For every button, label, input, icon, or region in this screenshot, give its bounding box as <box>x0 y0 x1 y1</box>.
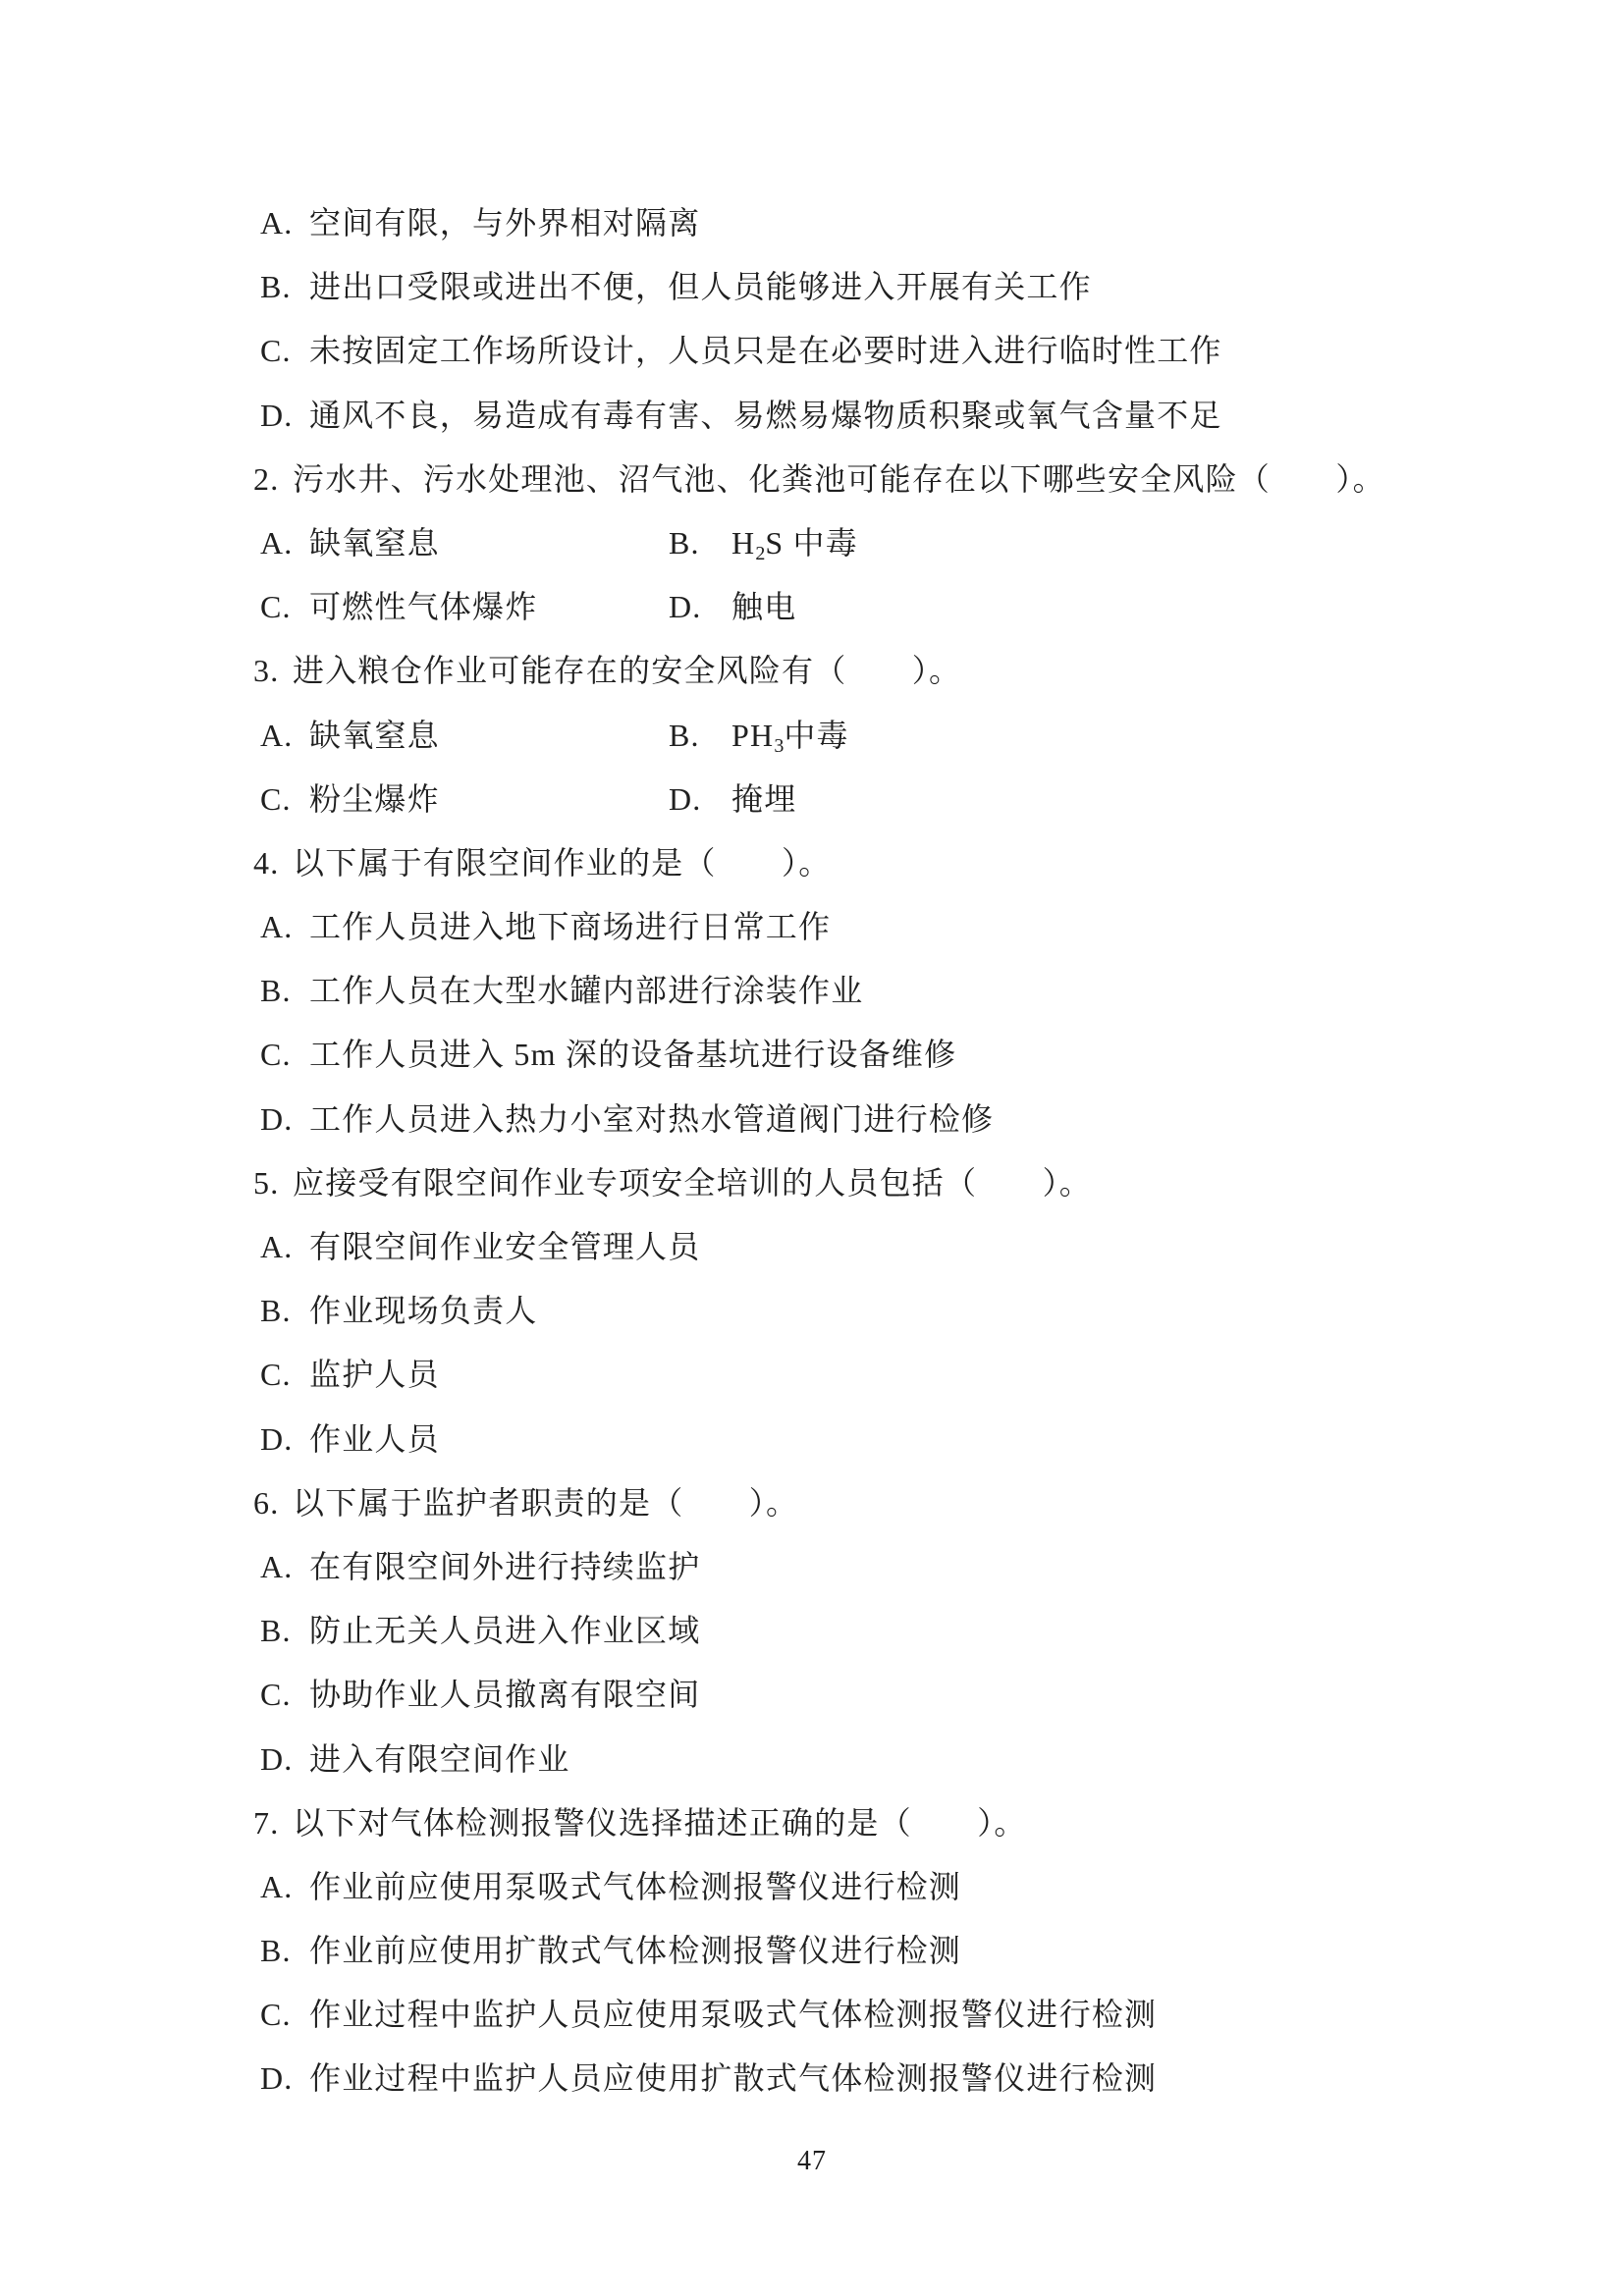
option-label: C. <box>260 1037 292 1073</box>
option-label: D. <box>260 2060 294 2097</box>
question-number: 4. <box>253 844 280 881</box>
option-text-suffix: 中毒 <box>784 717 849 753</box>
option-pair-line <box>0 511 1624 575</box>
option-text: 可燃性气体爆炸 <box>309 589 538 625</box>
option-a <box>260 704 669 768</box>
option-label: D. <box>260 397 294 433</box>
option-d <box>669 589 796 624</box>
option-label: A. <box>260 1229 294 1264</box>
option-line <box>0 1919 1624 1983</box>
question-number: 2. <box>253 460 280 497</box>
question-line <box>0 831 1624 895</box>
page-number: 47 <box>797 2146 827 2176</box>
option-text: 缺氧窒息 <box>309 717 440 753</box>
option-label: C. <box>260 333 292 369</box>
option-text: 作业过程中监护人员应使用扩散式气体检测报警仪进行检测 <box>309 2060 1158 2097</box>
formula-subscript: 2 <box>755 542 766 564</box>
question-number: 6. <box>253 1484 280 1521</box>
option-line <box>0 1279 1624 1343</box>
option-text: 有限空间作业安全管理人员 <box>309 1229 701 1264</box>
option-line <box>0 384 1624 448</box>
option-b <box>669 524 858 564</box>
option-text: 通风不良，易造成有毒有害、易燃易爆物质积聚或氧气含量不足 <box>309 397 1222 433</box>
question-text: 以下属于有限空间作业的是（ ）。 <box>293 844 832 881</box>
option-text: 工作人员进入地下商场进行日常工作 <box>309 909 832 945</box>
option-text: 工作人员进入热力小室对热水管道阀门进行检修 <box>309 1100 995 1137</box>
option-label: A. <box>260 717 294 753</box>
option-label: D. <box>260 1420 294 1457</box>
question-line <box>0 1791 1624 1855</box>
option-label: D. <box>669 589 702 625</box>
option-text: 未按固定工作场所设计，人员只是在必要时进入进行临时性工作 <box>309 333 1222 369</box>
questions-content <box>0 191 1624 2111</box>
question-line <box>0 1151 1624 1215</box>
option-line <box>0 1023 1624 1087</box>
option-d <box>669 781 796 817</box>
option-text: 粉尘爆炸 <box>309 780 440 817</box>
option-label: D. <box>669 780 702 817</box>
option-label: B. <box>260 1933 292 1969</box>
option-line <box>0 255 1624 319</box>
option-text: 作业现场负责人 <box>309 1293 538 1329</box>
option-line <box>0 1535 1624 1599</box>
option-label: D. <box>260 1740 294 1777</box>
question-text: 进入粮仓作业可能存在的安全风险有（ ）。 <box>293 653 962 689</box>
option-text: 掩埋 <box>731 780 797 817</box>
formula-subscript: 3 <box>774 734 785 757</box>
page-footer <box>0 2146 1624 2177</box>
option-label: B. <box>260 1613 292 1649</box>
option-line <box>0 319 1624 383</box>
option-label: B. <box>669 524 700 561</box>
option-label: C. <box>260 1997 292 2033</box>
option-text <box>731 717 849 757</box>
option-text: 协助作业人员撤离有限空间 <box>309 1677 701 1713</box>
option-label: A. <box>260 1868 294 1904</box>
option-line <box>0 1663 1624 1727</box>
question-text: 以下对气体检测报警仪选择描述正确的是（ ）。 <box>293 1804 1027 1841</box>
option-line <box>0 2047 1624 2110</box>
option-label: D. <box>260 1100 294 1137</box>
option-a <box>260 511 669 575</box>
option-label: C. <box>260 780 292 817</box>
question-line <box>0 448 1624 511</box>
option-line <box>0 1343 1624 1407</box>
option-text: 防止无关人员进入作业区域 <box>309 1613 701 1649</box>
option-label: B. <box>669 717 700 753</box>
option-pair-line <box>0 704 1624 768</box>
option-label: A. <box>260 1548 294 1584</box>
option-label: B. <box>260 973 292 1009</box>
option-pair-line <box>0 768 1624 831</box>
option-label: A. <box>260 909 294 945</box>
option-line <box>0 1599 1624 1663</box>
option-line <box>0 191 1624 255</box>
option-line <box>0 1215 1624 1279</box>
option-pair-line <box>0 575 1624 639</box>
option-label: A. <box>260 205 294 240</box>
chemical-formula: S <box>765 524 785 561</box>
question-line <box>0 639 1624 703</box>
option-text: 作业人员 <box>309 1420 440 1457</box>
option-line <box>0 895 1624 959</box>
option-text: 作业前应使用扩散式气体检测报警仪进行检测 <box>309 1933 962 1969</box>
option-label: C. <box>260 589 292 625</box>
option-text-suffix: 中毒 <box>784 524 858 561</box>
option-label: B. <box>260 269 292 305</box>
option-line <box>0 1088 1624 1151</box>
option-c <box>260 575 669 639</box>
question-number: 5. <box>253 1164 280 1201</box>
question-text: 应接受有限空间作业专项安全培训的人员包括（ ）。 <box>293 1164 1093 1201</box>
option-label: C. <box>260 1677 292 1713</box>
option-text: 进入有限空间作业 <box>309 1740 570 1777</box>
chemical-formula: H <box>731 524 756 561</box>
option-text: 作业前应使用泵吸式气体检测报警仪进行检测 <box>309 1868 962 1904</box>
option-text: 空间有限，与外界相对隔离 <box>309 205 701 240</box>
option-text <box>731 524 858 564</box>
option-line <box>0 1408 1624 1471</box>
option-text: 工作人员在大型水罐内部进行涂装作业 <box>309 973 864 1009</box>
option-line <box>0 959 1624 1023</box>
chemical-formula: PH <box>731 717 775 753</box>
option-text: 工作人员进入 5m 深的设备基坑进行设备维修 <box>309 1037 957 1073</box>
option-line <box>0 1728 1624 1791</box>
question-line <box>0 1471 1624 1535</box>
option-c <box>260 768 669 831</box>
option-label: C. <box>260 1357 292 1393</box>
option-text: 作业过程中监护人员应使用泵吸式气体检测报警仪进行检测 <box>309 1997 1158 2033</box>
question-text: 污水井、污水处理池、沼气池、化粪池可能存在以下哪些安全风险（ ）。 <box>293 460 1385 497</box>
option-line <box>0 1855 1624 1919</box>
option-text: 缺氧窒息 <box>309 524 440 561</box>
question-number: 7. <box>253 1804 280 1841</box>
question-number: 3. <box>253 653 280 689</box>
option-text: 监护人员 <box>309 1357 440 1393</box>
option-line <box>0 1983 1624 2047</box>
question-text: 以下属于监护者职责的是（ ）。 <box>293 1484 799 1521</box>
option-label: B. <box>260 1293 292 1329</box>
option-label: A. <box>260 524 294 561</box>
option-text: 触电 <box>731 589 797 625</box>
option-text: 在有限空间外进行持续监护 <box>309 1548 701 1584</box>
option-text: 进出口受限或进出不便，但人员能够进入开展有关工作 <box>309 269 1092 305</box>
option-b <box>669 717 849 757</box>
